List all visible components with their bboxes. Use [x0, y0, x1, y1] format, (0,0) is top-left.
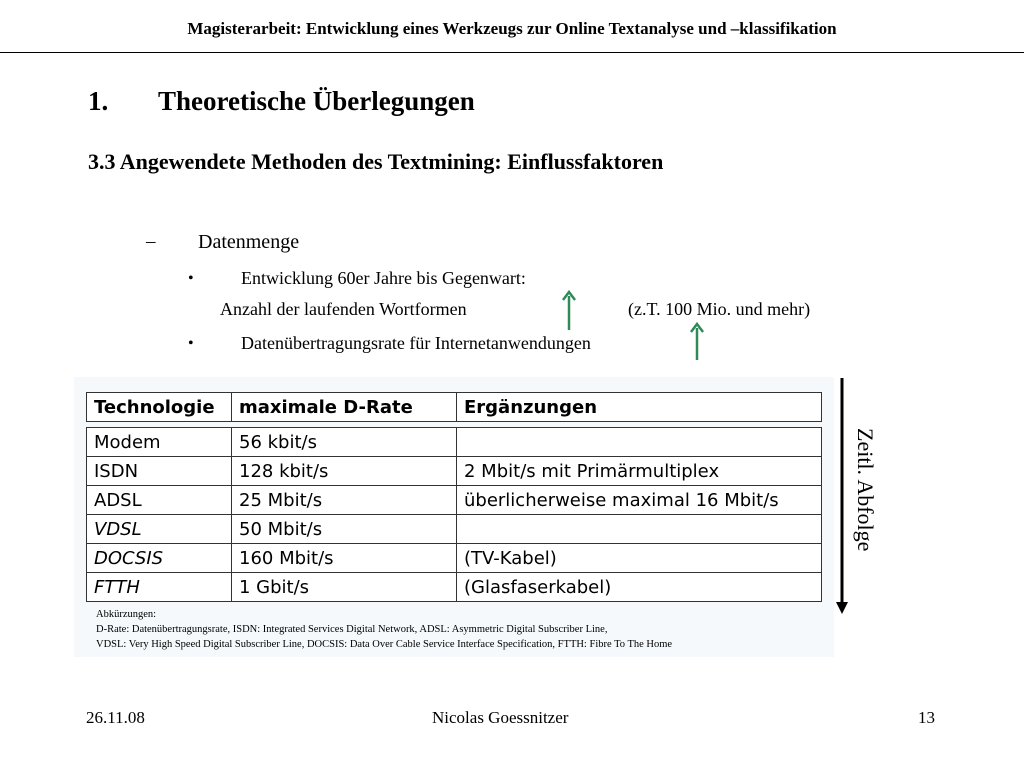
header-divider — [0, 52, 1024, 53]
time-sequence-label: Zeitl. Abfolge — [853, 428, 878, 552]
table-body — [87, 428, 822, 602]
bullet-dash: – — [146, 231, 156, 252]
table-row — [87, 457, 822, 486]
cell-rate: 25 Mbit/s — [232, 486, 457, 515]
cell-technologie: ADSL — [87, 486, 232, 515]
arrow-down-icon — [832, 378, 852, 614]
cell-ergaenzung: 2 Mbit/s mit Primärmultiplex — [457, 457, 822, 486]
cell-ergaenzung — [457, 428, 822, 457]
table-header — [86, 392, 822, 422]
cell-rate: 128 kbit/s — [232, 457, 457, 486]
cell-technologie: DOCSIS — [87, 544, 232, 573]
footer-page-number: 13 — [918, 708, 935, 727]
column-header-technologie: Technologie — [87, 393, 232, 422]
column-header-rate: maximale D-Rate — [232, 393, 457, 422]
table-row — [87, 486, 822, 515]
data-rate-table-panel — [74, 377, 834, 657]
cell-ergaenzung: (Glasfaserkabel) — [457, 573, 822, 602]
cell-rate: 160 Mbit/s — [232, 544, 457, 573]
cell-ergaenzung — [457, 515, 822, 544]
section-heading — [88, 86, 475, 117]
abbreviations-line-1: D-Rate: Datenübertragungsrate, ISDN: Integrated Services Digital Network, ADSL: Asymmetric Digital Subscriber Line, — [96, 624, 608, 635]
table-row — [87, 544, 822, 573]
header-title: Magisterarbeit: Entwicklung eines Werkzeugs zur Online Textanalyse und –klassifikation — [187, 19, 837, 38]
section-number: 1. — [88, 86, 109, 116]
cell-ergaenzung: (TV-Kabel) — [457, 544, 822, 573]
section-title: Theoretische Überlegungen — [158, 86, 475, 116]
arrow-up-icon — [690, 322, 704, 360]
data-rate-table — [86, 427, 822, 602]
bullet-wortformen: Anzahl der laufenden Wortformen — [220, 299, 467, 319]
subheading: 3.3 Angewendete Methoden des Textmining: Einflussfaktoren — [88, 149, 664, 174]
cell-ergaenzung: überlicherweise maximal 16 Mbit/s — [457, 486, 822, 515]
column-header-ergaenzungen: Ergänzungen — [457, 393, 822, 422]
cell-technologie: ISDN — [87, 457, 232, 486]
footer-author: Nicolas Goessnitzer — [432, 708, 569, 727]
table-row — [87, 428, 822, 457]
cell-rate: 50 Mbit/s — [232, 515, 457, 544]
bullet-datenrate: Datenübertragungsrate für Internetanwendungen — [241, 333, 591, 353]
abbreviations — [96, 607, 672, 652]
abbreviations-heading: Abkürzungen: — [96, 609, 157, 620]
footer-date: 26.11.08 — [86, 708, 145, 727]
arrow-up-icon — [562, 290, 576, 330]
bullet-note: (z.T. 100 Mio. und mehr) — [628, 299, 811, 319]
bullet-dot: • — [188, 335, 194, 352]
abbreviations-line-2: VDSL: Very High Speed Digital Subscriber Line, DOCSIS: Data Over Cable Service Interface Specification, FTTH: Fibre To The Home — [96, 639, 673, 650]
table-row — [87, 573, 822, 602]
table-row — [87, 515, 822, 544]
bullet-entwicklung: Entwicklung 60er Jahre bis Gegenwart: — [241, 268, 526, 288]
cell-technologie: VDSL — [87, 515, 232, 544]
bullet-dot: • — [188, 270, 194, 287]
bullet-datenmenge: Datenmenge — [198, 231, 300, 253]
cell-rate: 1 Gbit/s — [232, 573, 457, 602]
cell-rate: 56 kbit/s — [232, 428, 457, 457]
cell-technologie: Modem — [87, 428, 232, 457]
cell-technologie: FTTH — [87, 573, 232, 602]
